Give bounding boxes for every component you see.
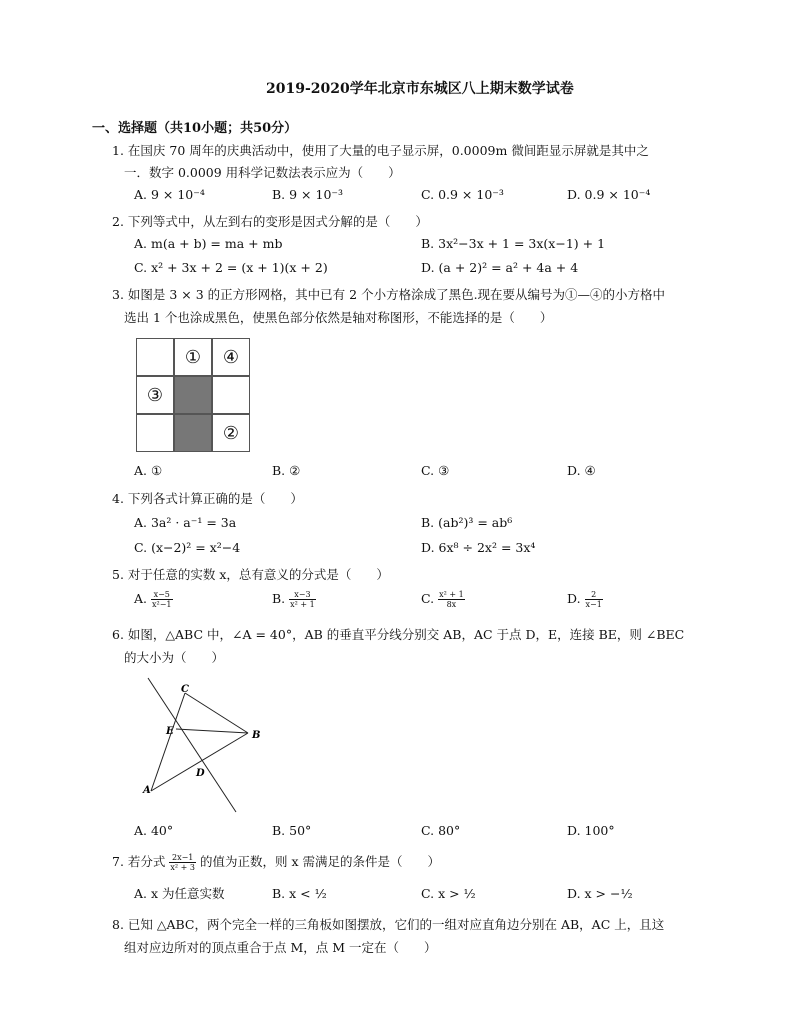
q6-stem-line2: 的大小为（ ） (124, 650, 225, 665)
q3-option-b: B. ② (272, 463, 301, 478)
q7-option-c: C. x > ½ (421, 886, 476, 901)
q3-option-c: C. ③ (421, 463, 450, 478)
q2-option-d: D. (a + 2)² = a² + 4a + 4 (421, 260, 579, 275)
q5-option-label: D. (567, 591, 581, 606)
fraction-numerator: 2x−1 (169, 853, 196, 863)
q6-option-c: C. 80° (421, 823, 461, 838)
q5-option-fraction (585, 590, 603, 609)
q5-option-c (421, 590, 465, 609)
perpendicular-bisector-line (148, 678, 236, 812)
q5-option-d (567, 590, 603, 609)
grid-cell (136, 338, 174, 376)
q4-option-a: A. 3a² · a⁻¹ = 3a (134, 515, 237, 530)
fraction-denominator: x² + 1 (290, 600, 315, 609)
q1-option-d: D. 0.9 × 10⁻⁴ (567, 187, 651, 202)
fraction-numerator: 2 (585, 590, 603, 600)
fraction-numerator: x−5 (151, 590, 173, 600)
q5-option-label: A. (134, 591, 148, 606)
fraction-denominator: x² + 3 (170, 863, 195, 872)
fraction-numerator: x−3 (289, 590, 316, 600)
q1-option-c: C. 0.9 × 10⁻³ (421, 187, 504, 202)
q2-option-a: A. m(a + b) = ma + mb (134, 236, 283, 251)
grid-cell (212, 376, 250, 414)
point-label-a: A (143, 785, 151, 796)
square-grid-figure (136, 338, 250, 452)
q3-option-a: A. ① (134, 463, 163, 478)
q8-stem-line2: 组对应边所对的顶点重合于点 M，点 M 一定在（ ） (124, 940, 437, 955)
section-heading: 一、选择题（共10小题；共50分） (92, 121, 298, 136)
q7-option-b: B. x < ½ (272, 886, 327, 901)
q7-option-d: D. x > −½ (567, 886, 633, 901)
q4-option-b: B. (ab²)³ = ab⁶ (421, 515, 513, 530)
side-cb (185, 693, 248, 733)
q6-option-d: D. 100° (567, 823, 615, 838)
q7-stem (112, 853, 440, 872)
q5-option-fraction (151, 590, 173, 609)
q1-option-a: A. 9 × 10⁻⁴ (134, 187, 205, 202)
point-label-d: D (196, 768, 205, 779)
q7-fraction (169, 853, 196, 872)
q5-option-fraction (438, 590, 465, 609)
segment-be (176, 729, 248, 733)
q8-stem-line1: 8. 已知 △ABC，两个完全一样的三角板如图摆放，它们的一组对应直角边分别在 AB，AC 上，且这 (112, 917, 665, 932)
fraction-numerator: x² + 1 (439, 590, 464, 599)
grid-cell-1: ① (174, 338, 212, 376)
point-label-e: E (166, 726, 174, 737)
grid-cell-shaded (174, 414, 212, 452)
q2-stem: 2. 下列等式中，从左到右的变形是因式分解的是（ ） (112, 214, 428, 229)
grid-cell-2: ② (212, 414, 250, 452)
page-title: 2019-2020学年北京市东城区八上期末数学试卷 (266, 81, 574, 97)
q5-option-label: C. (421, 591, 435, 606)
q6-stem-line1: 6. 如图，△ABC 中，∠A = 40°，AB 的垂直平分线分别交 AB，AC 于点 D，E，连接 BE，则 ∠BEC (112, 627, 685, 642)
q1-option-b: B. 9 × 10⁻³ (272, 187, 344, 202)
q3-stem-line1: 3. 如图是 3 × 3 的正方形网格，其中已有 2 个小方格涂成了黑色.现在要从编号为①—④的小方格中 (112, 287, 666, 302)
q6-option-b: B. 50° (272, 823, 312, 838)
fraction-denominator: x²−1 (152, 600, 172, 609)
q1-stem-line1: 1. 在国庆 70 周年的庆典活动中，使用了大量的电子显示屏，0.0009m 微间距显示屏就是其中之 (112, 143, 649, 158)
q3-stem-line2: 选出 1 个也涂成黑色，使黑色部分依然是轴对称图形，不能选择的是（ ） (124, 310, 553, 325)
q4-option-c: C. (x−2)² = x²−4 (134, 540, 241, 555)
grid-cell (136, 414, 174, 452)
grid-cell-4: ④ (212, 338, 250, 376)
q1-stem-line2: 一．数字 0.0009 用科学记数法表示应为（ ） (124, 165, 401, 180)
q7-option-a: A. x 为任意实数 (134, 886, 225, 901)
q2-option-c: C. x² + 3x + 2 = (x + 1)(x + 2) (134, 260, 328, 275)
q5-option-fraction (289, 590, 316, 609)
q2-option-b: B. 3x²−3x + 1 = 3x(x−1) + 1 (421, 236, 606, 251)
q5-option-label: B. (272, 591, 286, 606)
q7-stem-prefix: 7. 若分式 (112, 854, 166, 869)
q7-stem-suffix: 的值为正数，则 x 需满足的条件是（ ） (199, 854, 440, 869)
grid-cell-3: ③ (136, 376, 174, 414)
q6-option-a: A. 40° (134, 823, 174, 838)
triangle-figure (136, 672, 266, 822)
grid-cell-shaded (174, 376, 212, 414)
q3-option-d: D. ④ (567, 463, 596, 478)
q5-stem: 5. 对于任意的实数 x，总有意义的分式是（ ） (112, 567, 389, 582)
q4-option-d: D. 6x⁸ ÷ 2x² = 3x⁴ (421, 540, 536, 555)
fraction-denominator: x−1 (585, 600, 602, 609)
q4-stem: 4. 下列各式计算正确的是（ ） (112, 491, 303, 506)
fraction-denominator: 8x (446, 600, 457, 609)
side-ab (151, 733, 248, 791)
point-label-b: B (252, 730, 261, 741)
point-label-c: C (181, 684, 189, 695)
q5-option-b (272, 590, 316, 609)
q5-option-a (134, 590, 173, 609)
